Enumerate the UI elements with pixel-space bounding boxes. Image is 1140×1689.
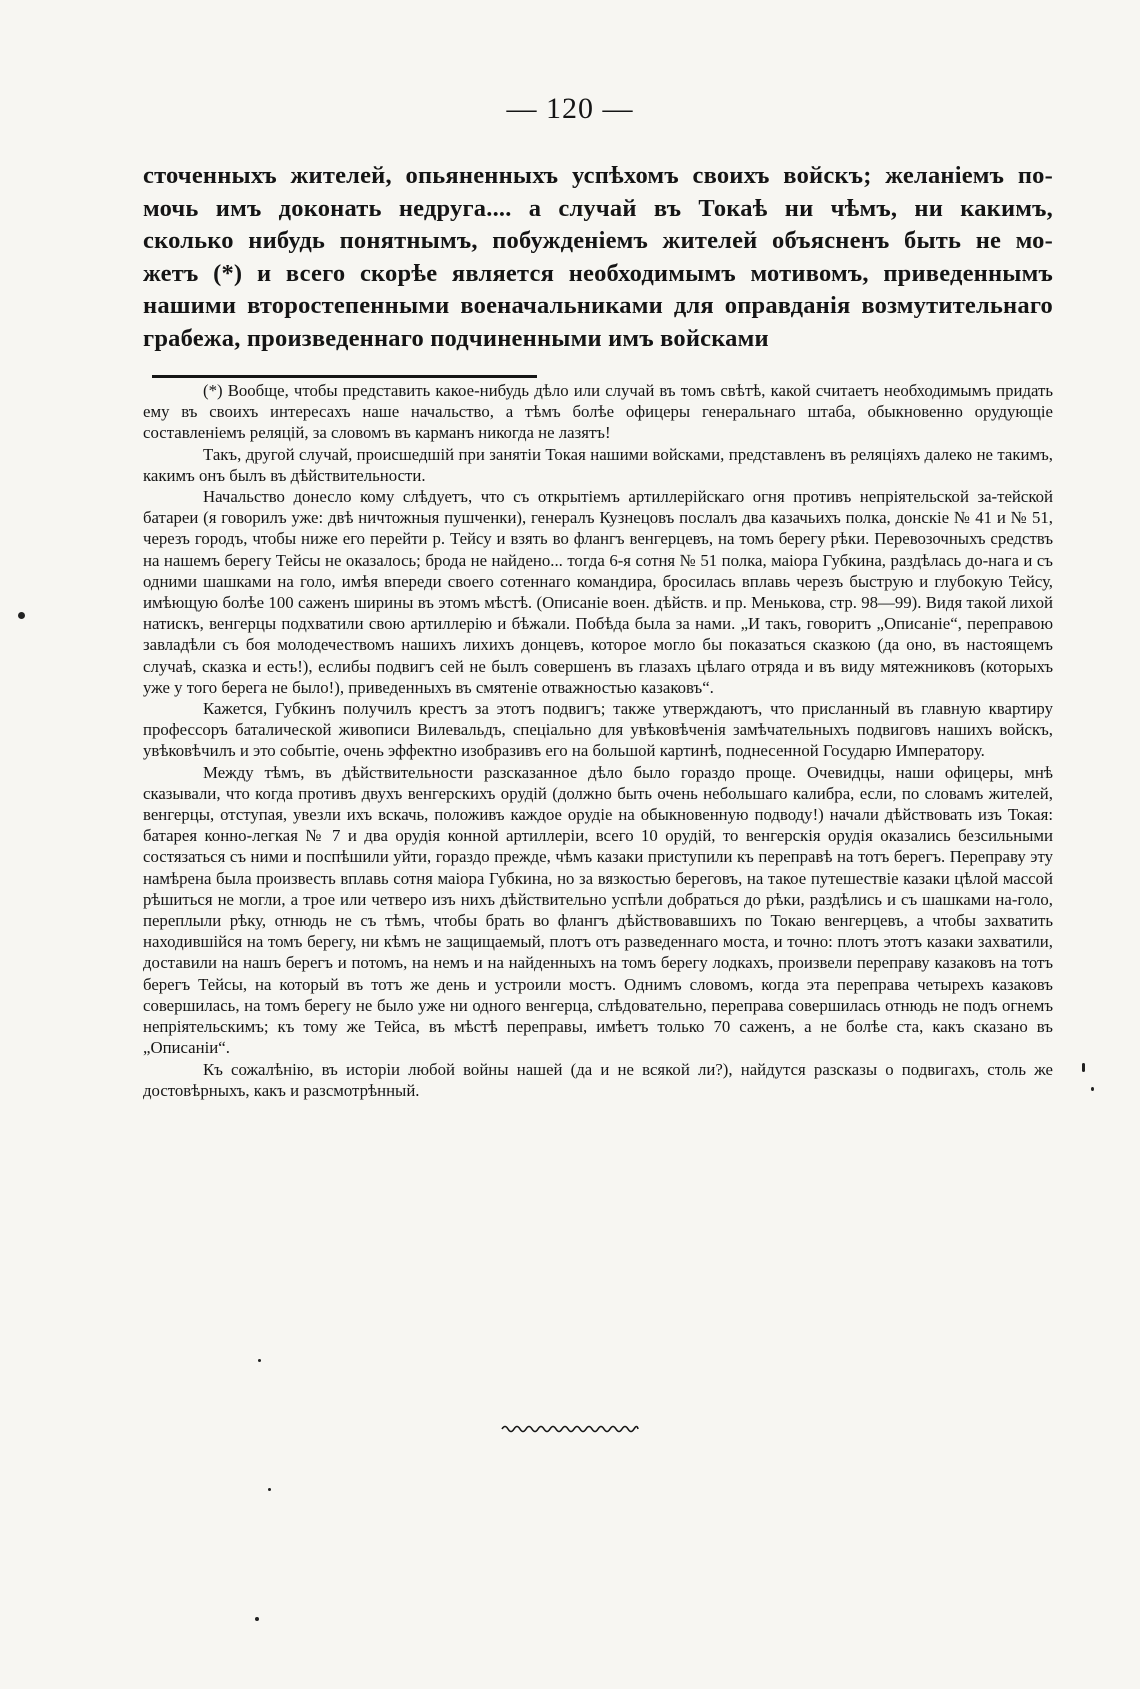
page-number: — 120 — [506,92,634,125]
main-text-line: мочь имъ доконать недруга.... а случай въ Токаѣ ни чѣмъ, ни какимъ, [143,194,1053,222]
print-speck [1091,1087,1094,1091]
print-speck [255,1617,259,1621]
wavy-ornament-divider [500,1423,640,1435]
print-speck [268,1488,271,1491]
footnote-paragraph: Къ сожалѣнію, въ исторіи любой войны нашей (да и не всякой ли?), найдутся разсказы о подвигахъ, столь же достовѣрныхъ, какъ и разсмотрѣнный. [143,1059,1053,1100]
print-speck [258,1359,261,1362]
footnote-paragraph: Кажется, Губкинъ получилъ крестъ за этотъ подвигъ; также утверждаютъ, что присланный въ главную квартиру профессоръ баталической живописи Вилевальдъ, спеціально для увѣковѣченія замѣчательныхъ подвиговъ нашихъ войскъ, увѣковѣчилъ и это событіе, очень эффектно изобразивъ его на большой картинѣ, поднесенной Государю Императору. [143,699,1053,761]
footnote-paragraph: (*) Вообще, чтобы представить какое-нибудь дѣло или случай въ томъ свѣтѣ, какой считаетъ необходимымъ придать ему въ своихъ интересахъ наше начальство, а тѣмъ болѣе офицеры генеральнаго штаба, обыкновенно орудующіе составленіемъ реляцій, за словомъ въ карманъ никогда не лазятъ! [143,381,1053,443]
main-text [143,160,1053,356]
main-text-line: нашими второстепенными военачальниками для оправданія возмутительнаго [143,292,1053,320]
footnotes [143,380,1053,1101]
main-text-line: грабежа, произведеннаго подчиненными имъ войсками [143,324,769,352]
footnote-separator-rule [152,375,537,378]
main-text-line: сколько нибудь понятнымъ, побужденіемъ жителей объясненъ быть не мо- [143,227,1053,255]
main-text-line: сточенныхъ жителей, опьяненныхъ успѣхомъ своихъ войскъ; желаніемъ по- [143,162,1053,189]
footnote-paragraph: Начальство донесло кому слѣдуетъ, что съ открытіемъ артиллерійскаго огня противъ непріятельской за-тейской батареи (я говорилъ уже: двѣ ничтожныя пушченки), генералъ Кузнецовъ послалъ два казачьихъ полка, донскіе № 41 и № 51, черезъ городъ, чтобы ниже его перейти р. Тейсу и взять во флангъ венгерцевъ, на томъ берегу рѣки. Перевозочныхъ средствъ на нашемъ берегу Тейсы не оказалось; брода не найдено... тогда 6-я сотня № 51 полка, маіора Губкина, раздѣлась до-нага и съ одними шашками на голо, имѣя впереди своего сотеннаго командира, бросилась вплавь черезъ быструю и глубокую Тейсу, имѣющую болѣе 100 саженъ ширины въ этомъ мѣстѣ. (Описаніе воен. дѣйств. и пр. Менькова, стр. 98—99). Видя такой лихой натискъ, венгерцы подхватили свою артиллерію и бѣжали. Побѣда была за нами. „И такъ, говоритъ „Описаніе“, переправою завладѣли съ боя молодечествомъ нашихъ лихихъ донцевъ, которое могло бы показаться сказкою (да оно, въ настоящемъ случаѣ, сказка и есть!), еслибы подвигъ сей не былъ совершенъ въ глазахъ цѣлаго отряда и въ виду мятежниковъ (которыхъ уже у того берега не было!), приведенныхъ въ смятеніе отважностью казаковъ“. [143,487,1053,697]
main-text-line: жетъ (*) и всего скорѣе является необходимымъ мотивомъ, приведеннымъ [143,259,1053,287]
print-speck [1082,1063,1085,1072]
footnote-paragraph: Между тѣмъ, въ дѣйствительности разсказанное дѣло было гораздо проще. Очевидцы, наши офицеры, мнѣ сказывали, что когда противъ двухъ венгерскихъ орудій (должно быть очень небольшаго калибра, если, по словамъ жителей, венгерцы, отступая, увезли ихъ вскачь, положивъ каждое орудіе на обыкновенную подводу!) начали дѣйствовать изъ Токая: батарея конно-легкая № 7 и два орудія конной артиллеріи, всего 10 орудій, то венгерскія орудія оказались безсильными состязаться съ ними и поспѣшили уйти, гораздо прежде, чѣмъ казаки приступили къ переправѣ на тотъ берегъ. Переправу эту намѣрена была произвесть вплавь сотня маіора Губкина, но за вязкостью береговъ, на такое путешествіе казаки цѣлой массой рѣшиться не могли, а трое или четверо изъ нихъ дѣйствительно успѣли добраться до рѣки, раздѣлись и съ шашками на-голо, переплыли рѣку, отнюдь не съ тѣмъ, чтобы брать во флангъ дѣйствовавшихъ по Токаю венгерцевъ, а чтобы захватить находившійся на томъ берегу, ни кѣмъ не защищаемый, плотъ отъ разведеннаго моста, и точно: плотъ этотъ казаки захватили, доставили на нашъ берегъ и потомъ, на немъ и на найденныхъ на томъ берегу лодкахъ, произвели переправу казаковъ на тотъ берегъ Тейсы, на который въ тотъ же день и устроили мостъ. Однимъ словомъ, когда эта переправа четырехъ казаковъ совершилась, на томъ берегу не было уже ни одного венгерца, слѣдовательно, переправа совершилась отнюдь не подъ огнемъ непріятельскимъ; къ тому же Тейса, въ мѣстѣ переправы, имѣетъ только 70 саженъ, а не болѣе ста, какъ сказано въ „Описаніи“. [143,762,1053,1058]
footnote-paragraph: Такъ, другой случай, происшедшій при занятіи Токая нашими войсками, представленъ въ реляціяхъ далеко не такимъ, какимъ онъ былъ въ дѣйствительности. [143,444,1053,485]
print-speck [18,612,25,619]
